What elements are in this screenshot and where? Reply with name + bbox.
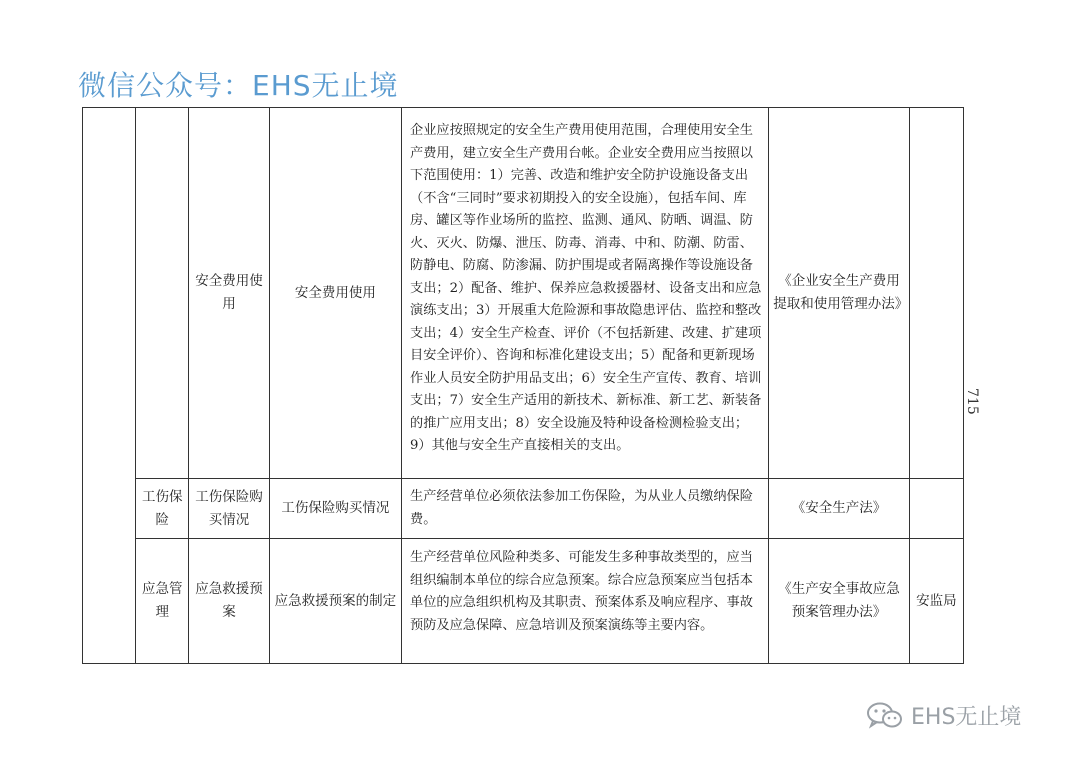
department-cell: 安监局 <box>909 539 963 664</box>
item-cell: 工伤保险购买情况 <box>189 479 269 539</box>
basis-cell: 《生产安全事故应急预案管理办法》 <box>769 539 909 664</box>
watermark <box>865 700 1021 731</box>
table-row <box>83 539 964 664</box>
description-cell: 生产经营单位必须依法参加工伤保险，为从业人员缴纳保险费。 <box>402 479 769 539</box>
content-cell: 工伤保险购买情况 <box>269 479 401 539</box>
department-cell <box>909 479 963 539</box>
blank-cell <box>83 108 136 664</box>
description-cell: 企业应按照规定的安全生产费用使用范围，合理使用安全生产费用，建立安全生产费用台帐。企业安全费用应当按照以下范围使用：1）完善、改造和维护安全防护设施设备支出（不含“三同时”要求初期投入的安全设施），包括车间、库房、罐区等作业场所的监控、监测、通风、防晒、调温、防火、灭火、防爆、泄压、防毒、消毒、中和、防潮、防雷、防静电、防腐、防渗漏、防护围堤或者隔离操作等设施设备支出；2）配备、维护、保养应急救援器材、设备支出和应急演练支出；3）开展重大危险源和事故隐患评估、监控和整改支出；4）安全生产检查、评价（不包括新建、改建、扩建项目安全评价）、咨询和标准化建设支出；5）配备和更新现场作业人员安全防护用品支出；6）安全生产宣传、教育、培训支出；7）安全生产适用的新技术、新标准、新工艺、新装备的推广应用支出；8）安全设施及特种设备检测检验支出；9）其他与安全生产直接相关的支出。 <box>402 108 769 479</box>
basis-cell: 《安全生产法》 <box>769 479 909 539</box>
category-cell <box>136 108 189 479</box>
description-cell: 生产经营单位风险种类多、可能发生多种事故类型的，应当组织编制本单位的综合应急预案。综合应急预案应当包括本单位的应急组织机构及其职责、预案体系及响应程序、事故预防及应急保障、应急培训及预案演练等主要内容。 <box>402 539 769 664</box>
content-cell: 安全费用使用 <box>269 108 401 479</box>
item-cell: 应急救援预案 <box>189 539 269 664</box>
category-cell: 应急管理 <box>136 539 189 664</box>
department-cell <box>909 108 963 479</box>
table-row <box>83 108 964 479</box>
regulation-table <box>82 107 964 664</box>
table-row <box>83 479 964 539</box>
watermark-text: EHS无止境 <box>911 705 1022 730</box>
basis-cell: 《企业安全生产费用提取和使用管理办法》 <box>769 108 909 479</box>
content-cell: 应急救援预案的制定 <box>269 539 401 664</box>
item-cell: 安全费用使用 <box>189 108 269 479</box>
wechat-icon <box>865 701 905 731</box>
category-cell: 工伤保险 <box>136 479 189 539</box>
page-number: 715 <box>964 388 980 415</box>
page-title: 微信公众号：EHS无止境 <box>78 69 399 102</box>
